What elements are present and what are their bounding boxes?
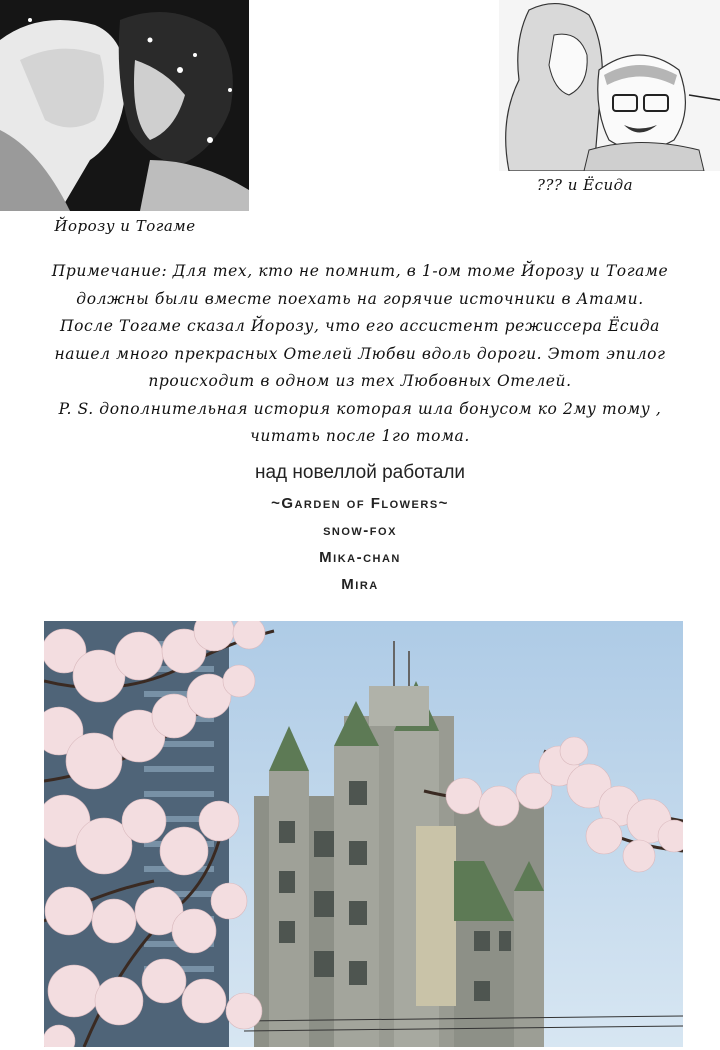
manga-illustration (499, 0, 720, 171)
note-line: Примечание: Для тех, кто не помнит, в 1-ом томе Йорозу и Тогаме (51, 262, 669, 280)
translator-note (20, 258, 700, 451)
manga-illustration (0, 0, 249, 211)
photo-illustration (44, 621, 683, 1047)
note-line: должны были вместе поехать на горячие источники в Атами. (76, 289, 644, 308)
credits-member: snow-fox (323, 522, 397, 539)
note-line: происходит в одном из тех Любовных Отелей. (148, 372, 572, 390)
manga-panel-yoshida (499, 0, 720, 171)
credits-block (160, 458, 560, 598)
credits-member: Mika-chan (319, 549, 401, 566)
note-line: После Тогаме сказал Йорозу, что его ассистент режиссера Ёсида (59, 317, 661, 335)
manga-panel-yorozu-togame (0, 0, 249, 211)
caption-yorozu-togame: Йорозу и Тогаме (54, 217, 196, 235)
credits-team-name: ~Garden of Flowers~ (271, 495, 449, 512)
credits-member: Mira (341, 576, 379, 593)
love-hotel-photo (44, 621, 683, 1047)
credits-heading: над новеллой работали (254, 462, 466, 483)
note-line: нашел много прекрасных Отелей Любви вдоль дороги. Этот эпилог (54, 344, 666, 363)
caption-yoshida: ??? и Ёсида (536, 176, 634, 194)
note-line: читать после 1го тома. (250, 427, 470, 445)
note-line: P. S. дополнительная история которая шла бонусом ко 2му тому , (58, 399, 662, 418)
